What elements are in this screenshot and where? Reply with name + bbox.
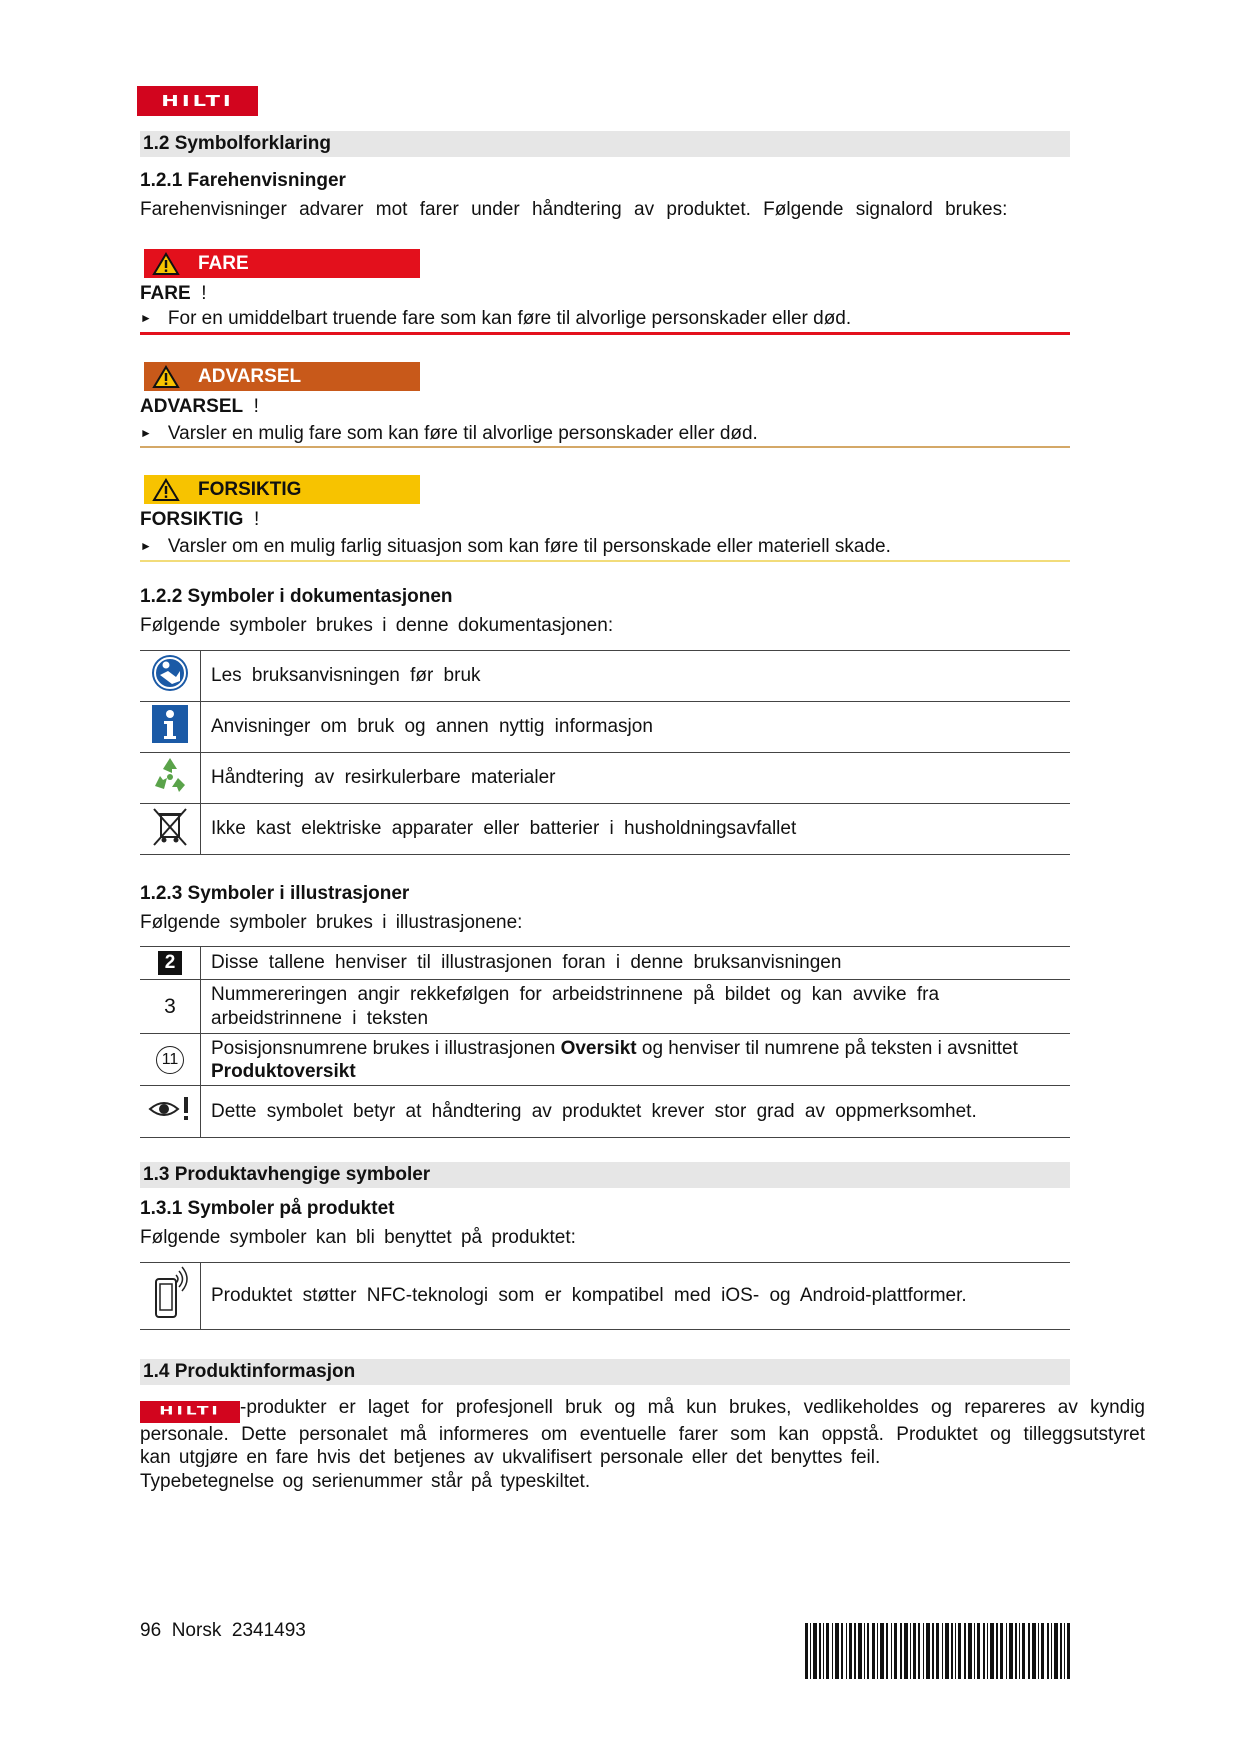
paragraph-doc-symbols-intro: Følgende symboler brukes i denne dokumentasjonen: <box>140 615 614 636</box>
table-icon-cell <box>140 1034 201 1086</box>
bullet-arrow-icon: ► <box>140 539 152 553</box>
table-row <box>140 947 1070 980</box>
paragraph-hazard-intro: Farehenvisninger advarer mot farer under håndtering av produktet. Følgende signalord brukes: <box>140 199 1008 220</box>
divider-warning <box>140 446 1070 448</box>
table-text-cell: Dette symbolet betyr at håndtering av produktet krever stor grad av oppmerksomhet. <box>201 1086 1071 1138</box>
table-text-cell: Disse tallene henviser til illustrasjonen foran i denne bruksanvisningen <box>201 947 1071 980</box>
hilti-logo-inline: HILTI <box>140 1401 240 1423</box>
step-number-icon: 3 <box>164 994 176 1018</box>
barcode-icon <box>805 1623 1070 1679</box>
table-row <box>140 753 1070 804</box>
signal-title-danger: FARE ! <box>140 283 207 304</box>
no-waste-bin-icon <box>150 805 190 847</box>
table-icon-cell <box>140 1263 201 1330</box>
table-row <box>140 980 1070 1034</box>
number-box-icon: 2 <box>158 951 182 975</box>
table-text-cell: Ikke kast elektriske apparater eller batterier i husholdningsavfallet <box>201 804 1071 855</box>
signal-badge-caution <box>144 475 420 504</box>
signal-badge-warning <box>144 362 420 391</box>
subsection-title-1-2-3: 1.2.3 Symboler i illustrasjoner <box>140 883 410 904</box>
signal-badge-label: FORSIKTIG <box>198 478 302 500</box>
signal-title-caution: FORSIKTIG ! <box>140 509 260 530</box>
signal-badge-label: FARE <box>198 252 249 274</box>
paragraph-product-info: HILTI -produkter er laget for profesjonell bruk og må kun brukes, vedlikeholdes og repareres av kyndig personale. Dette personalet må informeres om eventuelle farer som kan oppstå. Produktet og tilleggsutstyret kan utgjøre en fare hvis det betjenes av ukvalifisert personale eller det benyttes feil. Typebetegnelse og serienummer står på typeskiltet. <box>140 1397 1145 1492</box>
recycle-icon <box>150 755 190 795</box>
table-icon-cell <box>140 804 201 855</box>
table-icon-cell <box>140 980 201 1034</box>
warning-triangle-icon <box>152 252 180 276</box>
position-number-icon: 11 <box>156 1046 184 1074</box>
table-text-cell: Nummereringen angir rekkefølgen for arbeidstrinnene på bildet og kan avvike fra arbeidstrinnene i teksten <box>201 980 1071 1034</box>
read-manual-icon <box>150 653 190 693</box>
footer-doc-number: 2341493 <box>231 1620 306 1641</box>
eye-attention-icon <box>148 1095 192 1123</box>
table-icon-cell <box>140 1086 201 1138</box>
table-row <box>140 702 1070 753</box>
illustration-symbols-table <box>140 946 1070 1138</box>
section-title-1-2: 1.2 Symbolforklaring <box>140 131 1070 157</box>
subsection-title-1-2-2: 1.2.2 Symboler i dokumentasjonen <box>140 586 453 607</box>
table-icon-cell <box>140 651 201 702</box>
divider-caution <box>140 560 1070 562</box>
nfc-phone-icon <box>150 1265 190 1321</box>
signal-badge-danger <box>144 249 420 278</box>
warning-triangle-icon <box>152 365 180 389</box>
section-title-1-4: 1.4 Produktinformasjon <box>140 1359 1070 1385</box>
table-text-cell: Posisjonsnumrene brukes i illustrasjonen Oversikt og henviser til numrene på teksten i avsnittet Produktoversikt <box>201 1034 1071 1086</box>
table-text-cell: Anvisninger om bruk og annen nyttig informasjon <box>201 702 1071 753</box>
page-number: 96 <box>140 1620 162 1641</box>
page-footer <box>140 1620 306 1642</box>
table-text-cell: Les bruksanvisningen før bruk <box>201 651 1071 702</box>
signal-text-caution: ► Varsler om en mulig farlig situasjon som kan føre til personskade eller materiell skade. <box>140 536 891 557</box>
signal-title-warning: ADVARSEL ! <box>140 396 259 417</box>
warning-triangle-icon <box>152 478 180 502</box>
table-row <box>140 651 1070 702</box>
doc-symbols-table <box>140 650 1070 855</box>
paragraph-illustration-symbols-intro: Følgende symboler brukes i illustrasjonene: <box>140 912 523 933</box>
subsection-title-1-2-1: 1.2.1 Farehenvisninger <box>140 170 346 191</box>
table-row <box>140 1263 1070 1330</box>
divider-danger <box>140 332 1070 335</box>
subsection-title-1-3-1: 1.3.1 Symboler på produktet <box>140 1198 395 1219</box>
table-row <box>140 1086 1070 1138</box>
bullet-arrow-icon: ► <box>140 311 152 325</box>
table-icon-cell <box>140 702 201 753</box>
bullet-arrow-icon: ► <box>140 426 152 440</box>
table-text-cell: Håndtering av resirkulerbare materialer <box>201 753 1071 804</box>
table-icon-cell <box>140 753 201 804</box>
table-text-cell: Produktet støtter NFC-teknologi som er kompatibel med iOS- og Android-plattformer. <box>201 1263 1071 1330</box>
signal-text-danger: ► For en umiddelbart truende fare som kan føre til alvorlige personskader eller død. <box>140 308 852 329</box>
table-icon-cell <box>140 947 201 980</box>
table-row <box>140 804 1070 855</box>
product-symbols-table <box>140 1262 1070 1330</box>
info-icon <box>151 704 189 744</box>
footer-language: Norsk <box>171 1620 222 1641</box>
signal-badge-label: ADVARSEL <box>198 365 302 387</box>
signal-text-warning: ► Varsler en mulig fare som kan føre til alvorlige personskader eller død. <box>140 423 758 444</box>
section-title-1-3: 1.3 Produktavhengige symboler <box>140 1162 1070 1188</box>
hilti-logo: HILTI <box>137 86 258 116</box>
paragraph-product-symbols-intro: Følgende symboler kan bli benyttet på produktet: <box>140 1227 576 1248</box>
table-row <box>140 1034 1070 1086</box>
